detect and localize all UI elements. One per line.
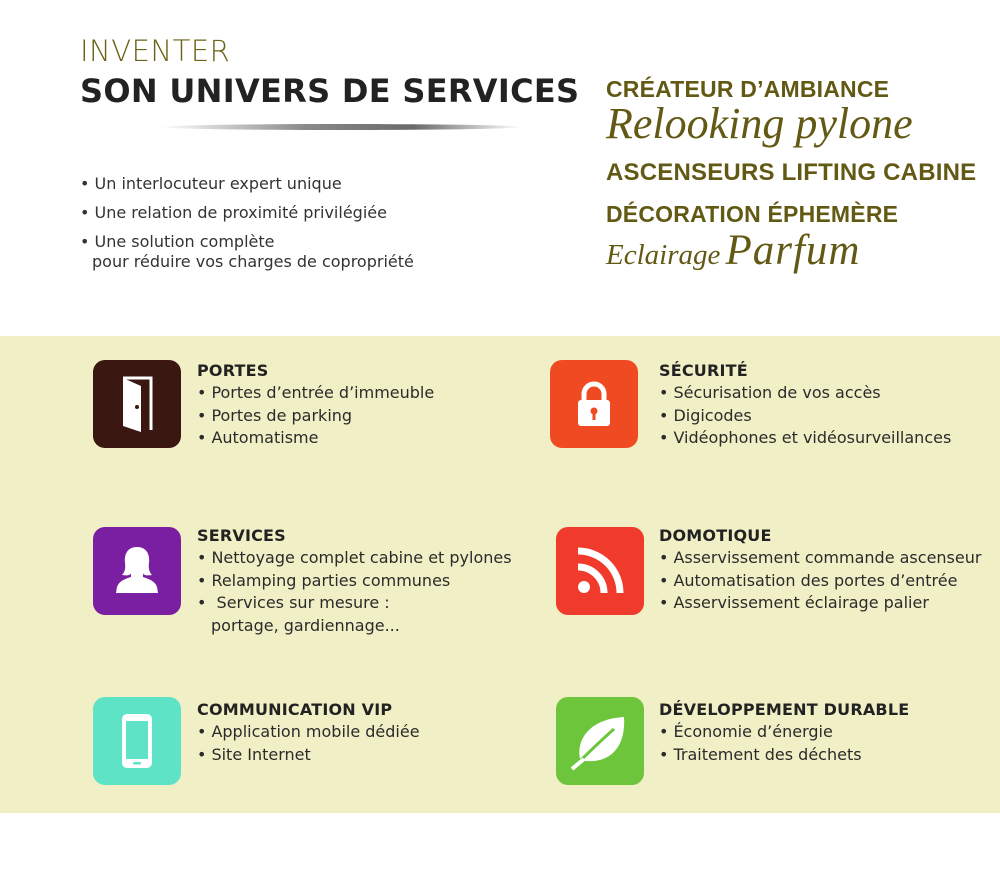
list-item: • Économie d’énergie <box>659 721 862 744</box>
service-list-portes <box>197 382 434 450</box>
service-title-domotique: DOMOTIQUE <box>659 526 772 545</box>
service-title-communication: COMMUNICATION VIP <box>197 700 393 719</box>
service-list-securite <box>659 382 951 450</box>
list-item-line: Services sur mesure : <box>216 593 390 612</box>
list-item: • Application mobile dédiée <box>197 721 420 744</box>
rss-icon <box>556 527 644 615</box>
list-item-continuation: portage, gardiennage... <box>211 615 400 635</box>
list-item: • Vidéophones et vidéosurveillances <box>659 427 951 450</box>
list-item: • Nettoyage complet cabine et pylones <box>197 547 512 570</box>
heading-line2: SON UNIVERS DE SERVICES <box>80 72 580 110</box>
heading-divider <box>160 124 522 130</box>
service-title-services: SERVICES <box>197 526 286 545</box>
leaf-icon <box>556 697 644 785</box>
smartphone-icon <box>93 697 181 785</box>
intro-item <box>80 232 414 272</box>
list-item: • Automatisme <box>197 427 434 450</box>
list-item: • Automatisation des portes d’entrée <box>659 570 981 593</box>
service-title-developpement: DÉVELOPPEMENT DURABLE <box>659 700 910 719</box>
ambiance-lifting: ASCENSEURS LIFTING CABINE <box>606 159 977 186</box>
list-item: • Asservissement éclairage palier <box>659 592 981 615</box>
ambiance-decoration: DÉCORATION ÉPHEMÈRE <box>606 201 899 227</box>
ambiance-eclairage-parfum <box>606 226 860 275</box>
intro-item-line: • Une solution complète <box>80 232 275 251</box>
service-list-domotique <box>659 547 981 615</box>
list-item: • Relamping parties communes <box>197 570 512 593</box>
service-list-communication <box>197 721 420 766</box>
heading-line1: INVENTER <box>80 34 231 68</box>
service-list-developpement <box>659 721 862 766</box>
ambiance-relooking: Relooking pylone <box>606 99 913 148</box>
intro-item: • Une relation de proximité privilégiée <box>80 203 387 222</box>
list-item: • Sécurisation de vos accès <box>659 382 951 405</box>
intro-list <box>80 174 414 272</box>
padlock-icon <box>550 360 638 448</box>
list-item: • Portes de parking <box>197 405 434 428</box>
ambiance-parfum: Parfum <box>725 227 861 274</box>
service-title-securite: SÉCURITÉ <box>659 361 748 380</box>
list-item: • Digicodes <box>659 405 951 428</box>
service-title-portes: PORTES <box>197 361 269 380</box>
list-item: • Portes d’entrée d’immeuble <box>197 382 434 405</box>
intro-item-continuation: pour réduire vos charges de copropriété <box>92 252 414 271</box>
door-icon <box>93 360 181 448</box>
service-list-services <box>197 547 512 637</box>
person-icon <box>93 527 181 615</box>
ambiance-eclairage: Eclairage <box>606 239 721 271</box>
list-item: • Asservissement commande ascenseur <box>659 547 981 570</box>
list-item: • Traitement des déchets <box>659 744 862 767</box>
ambiance-title: CRÉATEUR D’AMBIANCE <box>606 76 890 102</box>
intro-item: • Un interlocuteur expert unique <box>80 174 342 193</box>
list-item <box>197 592 512 637</box>
list-item: • Site Internet <box>197 744 420 767</box>
